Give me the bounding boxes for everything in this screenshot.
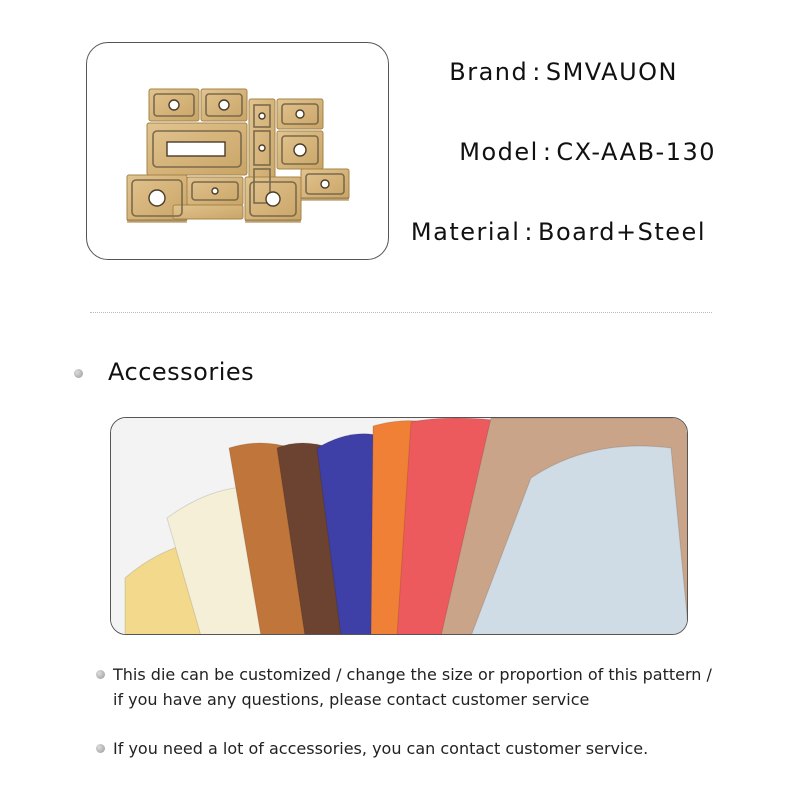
- specs-panel: [0, 0, 800, 280]
- note-text: This die can be customized / change the size or proportion of this pattern / if you have any questions, please contact customer service: [113, 665, 712, 709]
- brand-separator: :: [532, 58, 542, 86]
- note-bullet-icon: [96, 670, 105, 679]
- brand-label: Brand: [449, 58, 529, 86]
- material-row: [411, 218, 706, 246]
- material-value: Board+Steel: [538, 218, 706, 246]
- model-separator: :: [542, 138, 553, 166]
- material-separator: :: [524, 218, 534, 246]
- brand-row: [449, 58, 678, 86]
- note-bullet-icon: [96, 744, 105, 753]
- note-text: If you need a lot of accessories, you can contact customer service.: [113, 739, 649, 758]
- bulk-order-note: [96, 736, 716, 761]
- model-label: Model: [459, 138, 539, 166]
- customization-note: [96, 662, 716, 712]
- material-label: Material: [410, 218, 521, 246]
- leather-swatches-photo: [110, 417, 688, 635]
- model-row: [459, 138, 716, 166]
- section-divider: [90, 312, 712, 313]
- section-bullet-icon: [74, 369, 83, 378]
- brand-value: SMVAUON: [545, 58, 678, 86]
- model-value: CX-AAB-130: [556, 138, 716, 166]
- leather-swatches-illustration: [111, 418, 688, 635]
- accessories-title: Accessories: [108, 358, 255, 386]
